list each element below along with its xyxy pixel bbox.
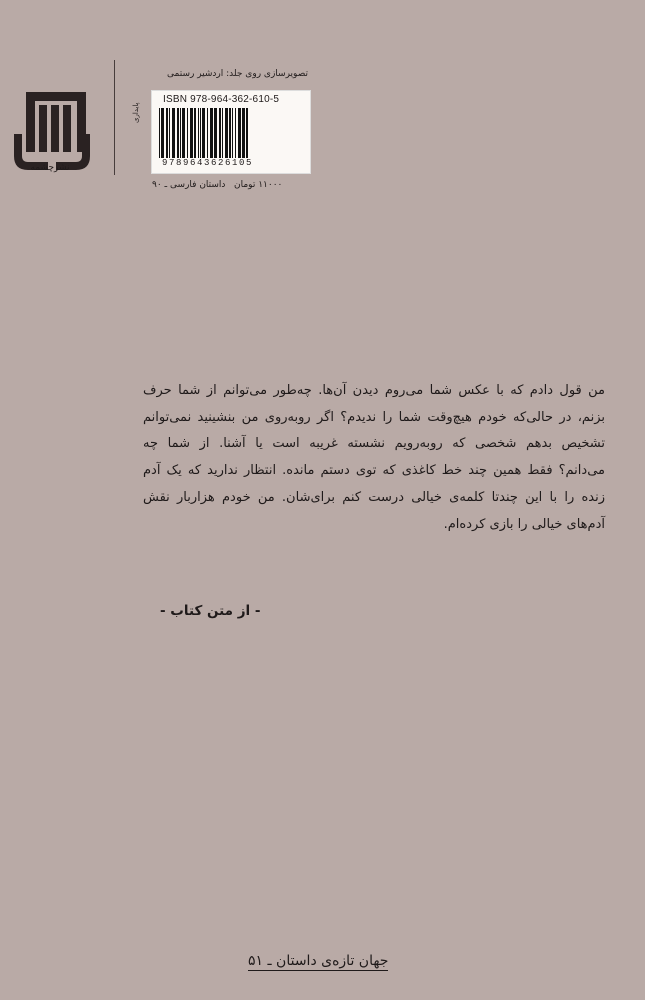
- excerpt-line: من قول دادم که با عکس شما می‌روم دیدن آن‌ها. چه‌طور می‌توانم از شما حرف: [143, 383, 605, 398]
- barcode-digits: 9789643626105: [162, 158, 254, 168]
- excerpt-line: زنده را با این چندتا کلمه‌ی خیالی درست کنم برای‌شان. من خودم هزاربار نقش: [143, 489, 605, 505]
- excerpt-line: آدم‌های خیالی را بازی کرده‌ام.: [443, 516, 605, 532]
- category-label: داستان فارسی ـ ۹۰: [152, 180, 226, 190]
- book-excerpt: [143, 378, 605, 538]
- excerpt-source: - از متن کتاب -: [160, 603, 261, 619]
- excerpt-line: تشخیص بدهم شخصی که روبه‌رویم نشسته غریبه است یا آشنا. از شما چه: [143, 436, 605, 452]
- publisher-logo-label: نشرچشمه: [30, 163, 70, 173]
- excerpt-line: می‌دانم؟ فقط همین چند خط کاغذی که توی دستم مانده. انتظار ندارید که یک آدم: [143, 463, 605, 479]
- divider-line: [114, 60, 115, 175]
- excerpt-line: بزنم، در حالی‌که خودم هیچ‌وقت شما را ندیدم؟ اگر روبه‌روی من بنشینید نمی‌توانم: [143, 409, 605, 425]
- price-label: ۱۱۰۰۰ تومان: [234, 180, 283, 190]
- barcode-icon: [158, 108, 303, 158]
- cover-illustration-credit: تصویرسازی روی جلد: اردشیر رستمی: [167, 69, 308, 79]
- barcode-side-label: پایداری: [132, 102, 140, 123]
- series-title: جهان تازه‌ی داستان ـ ۵۱: [248, 953, 389, 969]
- isbn-text: ISBN 978-964-362-610-5: [163, 94, 280, 105]
